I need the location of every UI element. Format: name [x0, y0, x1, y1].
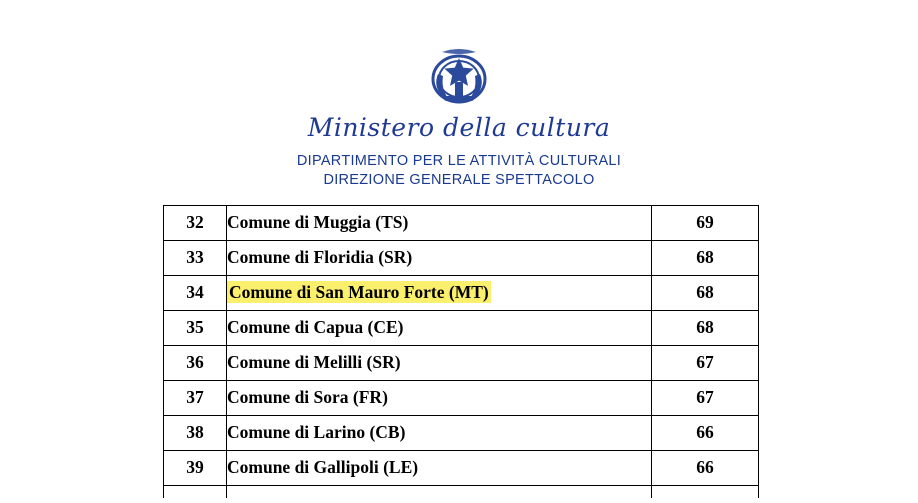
italian-republic-emblem-icon — [424, 46, 494, 108]
table-row — [164, 310, 759, 345]
department-line-2: DIREZIONE GENERALE SPETTACOLO — [323, 172, 595, 189]
row-score: 68 — [652, 275, 759, 310]
row-rank: 37 — [164, 380, 227, 415]
row-name-text: Comune di Floridia (SR) — [227, 247, 413, 268]
row-score — [652, 485, 759, 498]
row-name — [227, 345, 652, 380]
row-score: 69 — [652, 205, 759, 240]
row-rank: 33 — [164, 240, 227, 275]
row-rank: 38 — [164, 415, 227, 450]
row-score: 66 — [652, 415, 759, 450]
row-name — [227, 240, 652, 275]
table-row — [164, 345, 759, 380]
row-rank: 39 — [164, 450, 227, 485]
department-block — [0, 152, 918, 191]
row-name — [227, 275, 652, 310]
row-name — [227, 450, 652, 485]
ranking-table-container — [163, 205, 755, 498]
table-row — [164, 380, 759, 415]
row-name-text: Comune di Gallipoli (LE) — [227, 457, 419, 478]
row-score: 66 — [652, 450, 759, 485]
document-header — [0, 0, 918, 191]
row-rank — [164, 485, 227, 498]
row-name-text-highlight: Comune di San Mauro Forte (MT) — [229, 282, 489, 303]
table-row — [164, 415, 759, 450]
row-name — [227, 485, 652, 498]
table-row-clipped — [164, 485, 759, 498]
row-name — [227, 380, 652, 415]
row-name — [227, 310, 652, 345]
department-line-1: DIPARTIMENTO PER LE ATTIVITÀ CULTURALI — [296, 152, 622, 169]
row-rank: 36 — [164, 345, 227, 380]
row-rank: 32 — [164, 205, 227, 240]
row-score: 68 — [652, 310, 759, 345]
row-score: 67 — [652, 345, 759, 380]
row-score: 67 — [652, 380, 759, 415]
table-row-highlighted — [164, 275, 759, 310]
ranking-table — [163, 205, 759, 498]
row-rank: 35 — [164, 310, 227, 345]
ranking-table-body — [164, 205, 759, 498]
row-score: 68 — [652, 240, 759, 275]
row-name-text: Comune di Capua (CE) — [227, 317, 404, 338]
ministry-title: Ministero della cultura — [307, 113, 611, 142]
table-row — [164, 450, 759, 485]
row-name-text: Comune di Melilli (SR) — [227, 352, 401, 373]
table-row — [164, 205, 759, 240]
row-name-text: Comune di Sora (FR) — [227, 387, 388, 408]
row-rank: 34 — [164, 275, 227, 310]
row-name — [227, 205, 652, 240]
row-name-text: Comune di Larino (CB) — [227, 422, 406, 443]
row-name-text: Comune di Muggia (TS) — [227, 212, 409, 233]
row-name — [227, 415, 652, 450]
table-row — [164, 240, 759, 275]
